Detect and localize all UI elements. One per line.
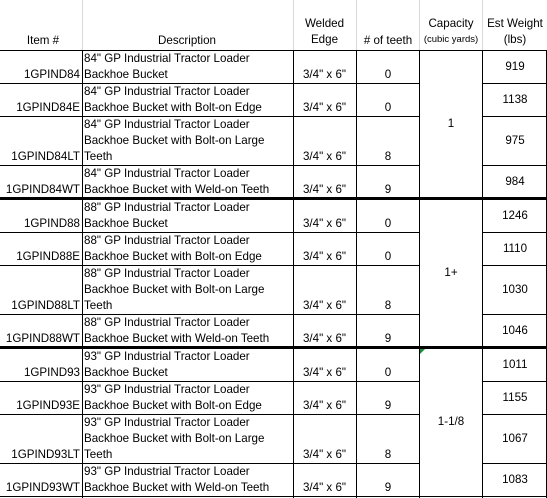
est-weight: 1155 (502, 391, 528, 404)
teeth-count: 0 (384, 366, 392, 379)
header-weight-line2: (lbs) (503, 33, 527, 46)
item-number: 1GPIND84WT (5, 183, 80, 196)
description-line: 88" GP Industrial Tractor Loader (84, 316, 250, 329)
header-welded-edge-line1: Welded (304, 17, 345, 30)
header-item: Item # (26, 34, 60, 47)
description-line: Teeth (84, 448, 113, 461)
description-line: Backhoe Bucket with Bolt-on Large (84, 283, 265, 296)
header-capacity (420, 16, 482, 48)
row-divider (482, 116, 547, 117)
item-number: 1GPIND88LT (11, 299, 80, 312)
capacity-value: 1-1/8 (437, 415, 465, 428)
row-divider (482, 414, 547, 415)
row-divider (482, 381, 547, 382)
item-number: 1GPIND88E (16, 250, 80, 263)
description-line: Backhoe Bucket with Bolt-on Edge (84, 399, 262, 412)
welded-edge: 3/4" x 6" (302, 366, 347, 379)
description-line: 84" GP Industrial Tractor Loader (84, 118, 250, 131)
item-number: 1GPIND88 (23, 217, 80, 230)
description-line: Backhoe Bucket (84, 217, 168, 230)
column-divider (356, 50, 357, 498)
welded-edge: 3/4" x 6" (302, 217, 347, 230)
description-line: 93" GP Industrial Tractor Loader (84, 416, 250, 429)
est-weight: 1083 (502, 473, 528, 486)
description-line: 88" GP Industrial Tractor Loader (84, 234, 250, 247)
teeth-count: 8 (384, 150, 392, 163)
teeth-count: 0 (384, 250, 392, 263)
header-capacity-line1: Capacity (428, 17, 474, 30)
row-divider (482, 83, 547, 84)
row-divider (482, 314, 547, 315)
description-line: Backhoe Bucket (84, 366, 168, 379)
description-line: 93" GP Industrial Tractor Loader (84, 383, 250, 396)
description-line: Backhoe Bucket with Bolt-on Edge (84, 250, 262, 263)
description-line: 84" GP Industrial Tractor Loader (84, 85, 250, 98)
description-line: 84" GP Industrial Tractor Loader (84, 52, 250, 65)
description-line: Teeth (84, 150, 113, 163)
item-number: 1GPIND93E (16, 399, 80, 412)
header-capacity-line2: (cubic yards) (423, 34, 479, 45)
item-number: 1GPIND93 (23, 366, 80, 379)
column-divider (482, 0, 483, 50)
welded-edge: 3/4" x 6" (302, 448, 347, 461)
teeth-count: 9 (384, 183, 392, 196)
est-weight: 919 (505, 60, 525, 73)
est-weight: 975 (505, 134, 525, 147)
description-line: 84" GP Industrial Tractor Loader (84, 167, 250, 180)
est-weight: 1046 (502, 324, 528, 337)
header-welded-edge-line2: Edge (310, 33, 339, 46)
est-weight: 1110 (502, 242, 528, 255)
welded-edge: 3/4" x 6" (302, 481, 347, 494)
teeth-count: 9 (384, 399, 392, 412)
welded-edge: 3/4" x 6" (302, 183, 347, 196)
description-line: Backhoe Bucket with Weld-on Teeth (84, 332, 270, 345)
est-weight: 1067 (502, 432, 528, 445)
welded-edge: 3/4" x 6" (302, 299, 347, 312)
welded-edge: 3/4" x 6" (302, 250, 347, 263)
header-weight-line1: Est Weight (487, 17, 543, 30)
welded-edge: 3/4" x 6" (302, 399, 347, 412)
est-weight: 1246 (502, 209, 528, 222)
header-welded-edge (293, 16, 356, 48)
item-number: 1GPIND93WT (5, 481, 80, 494)
row-divider (482, 232, 547, 233)
item-number: 1GPIND93LT (11, 448, 80, 461)
description-line: Backhoe Bucket with Weld-on Teeth (84, 481, 270, 494)
comment-marker-icon (420, 349, 425, 354)
welded-edge: 3/4" x 6" (302, 150, 347, 163)
welded-edge: 3/4" x 6" (302, 101, 347, 114)
row-divider (482, 165, 547, 166)
row-divider (482, 265, 547, 266)
capacity-value: 1 (447, 117, 455, 130)
description-line: Backhoe Bucket with Bolt-on Large (84, 432, 265, 445)
description-line: Backhoe Bucket with Weld-on Teeth (84, 183, 270, 196)
header-teeth: # of teeth (363, 34, 413, 47)
teeth-count: 8 (384, 299, 392, 312)
capacity-value: 1+ (444, 266, 458, 279)
teeth-count: 0 (384, 68, 392, 81)
teeth-count: 0 (384, 217, 392, 230)
teeth-count: 9 (384, 332, 392, 345)
header-weight (483, 16, 547, 48)
est-weight: 1011 (502, 358, 528, 371)
est-weight: 984 (505, 175, 525, 188)
welded-edge: 3/4" x 6" (302, 332, 347, 345)
column-divider (419, 0, 420, 50)
description-line: 88" GP Industrial Tractor Loader (84, 267, 250, 280)
column-divider (293, 0, 294, 50)
column-divider (82, 0, 83, 50)
description-line: Backhoe Bucket (84, 68, 168, 81)
row-divider (482, 463, 547, 464)
column-divider (356, 0, 357, 50)
item-number: 1GPIND84 (23, 68, 80, 81)
teeth-count: 0 (384, 101, 392, 114)
teeth-count: 9 (384, 481, 392, 494)
description-line: Teeth (84, 299, 113, 312)
description-line: 88" GP Industrial Tractor Loader (84, 201, 250, 214)
est-weight: 1030 (502, 283, 528, 296)
est-weight: 1138 (502, 93, 528, 106)
description-line: Backhoe Bucket with Bolt-on Edge (84, 101, 262, 114)
item-number: 1GPIND84E (16, 101, 80, 114)
item-number: 1GPIND88WT (5, 332, 80, 345)
description-line: 93" GP Industrial Tractor Loader (84, 465, 250, 478)
header-description: Description (158, 34, 216, 47)
description-line: Backhoe Bucket with Bolt-on Large (84, 134, 265, 147)
teeth-count: 8 (384, 448, 392, 461)
welded-edge: 3/4" x 6" (302, 68, 347, 81)
column-divider (82, 50, 83, 498)
description-line: 93" GP Industrial Tractor Loader (84, 350, 250, 363)
item-number: 1GPIND84LT (11, 150, 80, 163)
